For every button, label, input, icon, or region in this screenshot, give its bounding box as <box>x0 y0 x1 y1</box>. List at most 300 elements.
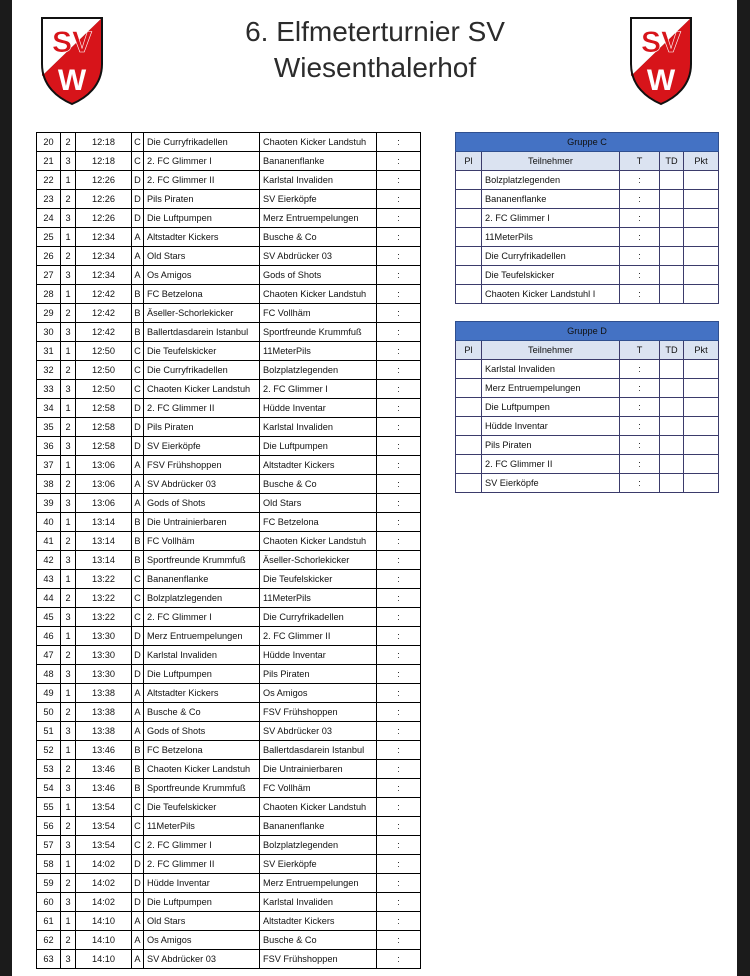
team-goals: : <box>620 417 660 436</box>
team-away: SV Eierköpfe <box>260 190 377 209</box>
match-time: 12:58 <box>76 418 132 437</box>
team-home: Die Teufelskicker <box>144 342 260 361</box>
match-group: D <box>132 627 144 646</box>
logo-bottom-text: W <box>57 64 87 97</box>
team-name: Bananenflanke <box>482 190 620 209</box>
match-time: 13:22 <box>76 608 132 627</box>
field-number: 1 <box>61 399 76 418</box>
team-name: Die Curryfrikadellen <box>482 247 620 266</box>
score-cell: : <box>377 817 421 836</box>
field-number: 3 <box>61 152 76 171</box>
field-number: 1 <box>61 342 76 361</box>
field-number: 2 <box>61 475 76 494</box>
team-points <box>684 436 719 455</box>
team-home: Die Luftpumpen <box>144 665 260 684</box>
group-d-body <box>456 341 719 493</box>
team-goals: : <box>620 228 660 247</box>
match-row <box>37 399 421 418</box>
match-time: 13:46 <box>76 760 132 779</box>
match-group: C <box>132 570 144 589</box>
team-goals: : <box>620 379 660 398</box>
match-group: A <box>132 703 144 722</box>
match-group: B <box>132 304 144 323</box>
team-goals: : <box>620 266 660 285</box>
match-row <box>37 741 421 760</box>
match-group: B <box>132 551 144 570</box>
match-row <box>37 342 421 361</box>
team-away: Ballertdasdarein Istanbul <box>260 741 377 760</box>
score-cell: : <box>377 703 421 722</box>
team-name: Bolzplatzlegenden <box>482 171 620 190</box>
team-goals: : <box>620 360 660 379</box>
team-home: Die Teufelskicker <box>144 798 260 817</box>
team-goal-diff <box>660 171 684 190</box>
match-group: B <box>132 323 144 342</box>
match-number: 44 <box>37 589 61 608</box>
team-away: Äseller-Schorlekicker <box>260 551 377 570</box>
team-away: Chaoten Kicker Landstuh <box>260 798 377 817</box>
match-group: D <box>132 190 144 209</box>
team-away: Die Luftpumpen <box>260 437 377 456</box>
team-goal-diff <box>660 436 684 455</box>
match-number: 25 <box>37 228 61 247</box>
field-number: 3 <box>61 779 76 798</box>
match-time: 13:54 <box>76 817 132 836</box>
team-home: 2. FC Glimmer I <box>144 152 260 171</box>
match-time: 13:14 <box>76 532 132 551</box>
match-number: 56 <box>37 817 61 836</box>
match-number: 29 <box>37 304 61 323</box>
team-name: Pils Piraten <box>482 436 620 455</box>
field-number: 3 <box>61 608 76 627</box>
match-number: 59 <box>37 874 61 893</box>
team-place <box>456 455 482 474</box>
match-time: 13:46 <box>76 779 132 798</box>
match-time: 14:10 <box>76 950 132 969</box>
match-row <box>37 760 421 779</box>
team-home: SV Abdrücker 03 <box>144 475 260 494</box>
team-home: 2. FC Glimmer II <box>144 855 260 874</box>
match-group: C <box>132 361 144 380</box>
field-number: 2 <box>61 133 76 152</box>
team-goals: : <box>620 285 660 304</box>
team-place <box>456 417 482 436</box>
team-points <box>684 209 719 228</box>
team-points <box>684 228 719 247</box>
team-home: SV Eierköpfe <box>144 437 260 456</box>
group-team-row <box>456 209 719 228</box>
score-cell: : <box>377 722 421 741</box>
match-number: 31 <box>37 342 61 361</box>
team-away: Karlstal Invaliden <box>260 418 377 437</box>
match-group: B <box>132 760 144 779</box>
team-away: 11MeterPils <box>260 342 377 361</box>
score-cell: : <box>377 532 421 551</box>
team-goal-diff <box>660 266 684 285</box>
team-away: Altstadter Kickers <box>260 456 377 475</box>
team-place <box>456 474 482 493</box>
header-goal-diff: TD <box>660 341 684 360</box>
match-row <box>37 665 421 684</box>
match-time: 13:30 <box>76 627 132 646</box>
match-group: A <box>132 475 144 494</box>
team-place <box>456 247 482 266</box>
team-goal-diff <box>660 285 684 304</box>
team-away: FSV Frühshoppen <box>260 950 377 969</box>
match-number: 60 <box>37 893 61 912</box>
team-place <box>456 285 482 304</box>
team-place <box>456 398 482 417</box>
match-row <box>37 532 421 551</box>
team-home: Die Luftpumpen <box>144 209 260 228</box>
team-home: Die Luftpumpen <box>144 893 260 912</box>
team-place <box>456 436 482 455</box>
match-row <box>37 646 421 665</box>
team-name: SV Eierköpfe <box>482 474 620 493</box>
match-row <box>37 931 421 950</box>
team-away: 2. FC Glimmer I <box>260 380 377 399</box>
score-cell: : <box>377 494 421 513</box>
match-group: C <box>132 798 144 817</box>
team-place <box>456 266 482 285</box>
team-home: Die Curryfrikadellen <box>144 361 260 380</box>
match-group: D <box>132 171 144 190</box>
field-number: 3 <box>61 551 76 570</box>
match-number: 55 <box>37 798 61 817</box>
team-home: Äseller-Schorlekicker <box>144 304 260 323</box>
team-points <box>684 455 719 474</box>
match-group: C <box>132 133 144 152</box>
logo-bottom-text: W <box>646 64 676 97</box>
field-number: 1 <box>61 798 76 817</box>
team-home: Die Untrainierbaren <box>144 513 260 532</box>
match-time: 13:14 <box>76 551 132 570</box>
match-group: D <box>132 209 144 228</box>
match-number: 54 <box>37 779 61 798</box>
team-name: Die Luftpumpen <box>482 398 620 417</box>
team-points <box>684 190 719 209</box>
team-place <box>456 360 482 379</box>
group-header-row <box>456 152 719 171</box>
match-group: D <box>132 665 144 684</box>
team-away: FC Vollhäm <box>260 304 377 323</box>
match-number: 35 <box>37 418 61 437</box>
match-row <box>37 228 421 247</box>
match-row <box>37 418 421 437</box>
match-row <box>37 323 421 342</box>
match-row <box>37 589 421 608</box>
team-place <box>456 228 482 247</box>
match-time: 12:42 <box>76 304 132 323</box>
group-team-row <box>456 247 719 266</box>
team-away: Merz Entruempelungen <box>260 874 377 893</box>
match-number: 49 <box>37 684 61 703</box>
field-number: 2 <box>61 817 76 836</box>
field-number: 1 <box>61 285 76 304</box>
match-row <box>37 437 421 456</box>
match-time: 12:34 <box>76 247 132 266</box>
team-away: Bolzplatzlegenden <box>260 836 377 855</box>
team-points <box>684 171 719 190</box>
match-number: 33 <box>37 380 61 399</box>
team-away: Sportfreunde Krummfuß <box>260 323 377 342</box>
field-number: 1 <box>61 741 76 760</box>
team-home: 11MeterPils <box>144 817 260 836</box>
group-d-title: Gruppe D <box>456 322 719 341</box>
score-cell: : <box>377 323 421 342</box>
club-logo-left <box>38 14 106 106</box>
score-cell: : <box>377 133 421 152</box>
match-row <box>37 285 421 304</box>
match-number: 48 <box>37 665 61 684</box>
match-group: D <box>132 893 144 912</box>
field-number: 1 <box>61 855 76 874</box>
team-home: Gods of Shots <box>144 494 260 513</box>
team-home: Gods of Shots <box>144 722 260 741</box>
team-goals: : <box>620 209 660 228</box>
match-time: 13:54 <box>76 836 132 855</box>
team-goal-diff <box>660 190 684 209</box>
match-number: 58 <box>37 855 61 874</box>
team-points <box>684 474 719 493</box>
match-row <box>37 855 421 874</box>
team-goals: : <box>620 398 660 417</box>
field-number: 2 <box>61 304 76 323</box>
team-name: Hüdde Inventar <box>482 417 620 436</box>
team-name: Karlstal Invaliden <box>482 360 620 379</box>
team-away: Old Stars <box>260 494 377 513</box>
match-number: 22 <box>37 171 61 190</box>
match-group: B <box>132 779 144 798</box>
match-row <box>37 893 421 912</box>
score-cell: : <box>377 456 421 475</box>
team-name: Chaoten Kicker Landstuhl I <box>482 285 620 304</box>
field-number: 3 <box>61 323 76 342</box>
match-time: 14:10 <box>76 931 132 950</box>
match-row <box>37 684 421 703</box>
team-home: Pils Piraten <box>144 190 260 209</box>
match-row <box>37 817 421 836</box>
match-row <box>37 266 421 285</box>
score-cell: : <box>377 665 421 684</box>
match-number: 40 <box>37 513 61 532</box>
match-number: 43 <box>37 570 61 589</box>
match-time: 13:46 <box>76 741 132 760</box>
team-home: FC Betzelona <box>144 741 260 760</box>
score-cell: : <box>377 760 421 779</box>
team-away: Busche & Co <box>260 228 377 247</box>
match-row <box>37 152 421 171</box>
header-participant: Teilnehmer <box>482 341 620 360</box>
match-group: D <box>132 646 144 665</box>
match-time: 12:34 <box>76 266 132 285</box>
page-title <box>150 14 600 86</box>
score-cell: : <box>377 342 421 361</box>
team-goals: : <box>620 455 660 474</box>
match-row <box>37 703 421 722</box>
match-group: C <box>132 817 144 836</box>
field-number: 2 <box>61 703 76 722</box>
score-cell: : <box>377 152 421 171</box>
match-row <box>37 304 421 323</box>
field-number: 3 <box>61 665 76 684</box>
match-group: D <box>132 855 144 874</box>
field-number: 3 <box>61 266 76 285</box>
team-home: Old Stars <box>144 912 260 931</box>
match-time: 13:14 <box>76 513 132 532</box>
shield-logo-icon <box>38 14 106 106</box>
field-number: 1 <box>61 513 76 532</box>
match-group: A <box>132 456 144 475</box>
match-group: C <box>132 380 144 399</box>
score-cell: : <box>377 874 421 893</box>
score-cell: : <box>377 475 421 494</box>
shield-logo-icon <box>627 14 695 106</box>
match-time: 14:02 <box>76 855 132 874</box>
team-points <box>684 398 719 417</box>
team-home: 2. FC Glimmer I <box>144 608 260 627</box>
group-team-row <box>456 171 719 190</box>
match-group: D <box>132 437 144 456</box>
team-points <box>684 285 719 304</box>
team-away: Altstadter Kickers <box>260 912 377 931</box>
match-number: 62 <box>37 931 61 950</box>
match-row <box>37 912 421 931</box>
score-cell: : <box>377 589 421 608</box>
field-number: 3 <box>61 209 76 228</box>
score-cell: : <box>377 779 421 798</box>
team-away: Busche & Co <box>260 931 377 950</box>
match-group: D <box>132 418 144 437</box>
team-home: Hüdde Inventar <box>144 874 260 893</box>
team-points <box>684 379 719 398</box>
header-place: Pl <box>456 341 482 360</box>
team-place <box>456 190 482 209</box>
team-home: 2. FC Glimmer II <box>144 399 260 418</box>
score-cell: : <box>377 608 421 627</box>
team-away: Bolzplatzlegenden <box>260 361 377 380</box>
match-row <box>37 475 421 494</box>
match-row <box>37 950 421 969</box>
team-name: 2. FC Glimmer I <box>482 209 620 228</box>
team-goals: : <box>620 436 660 455</box>
score-cell: : <box>377 190 421 209</box>
match-time: 12:26 <box>76 171 132 190</box>
match-row <box>37 494 421 513</box>
team-goal-diff <box>660 455 684 474</box>
match-time: 12:42 <box>76 323 132 342</box>
match-number: 53 <box>37 760 61 779</box>
team-away: SV Abdrücker 03 <box>260 247 377 266</box>
field-number: 3 <box>61 950 76 969</box>
team-home: 2. FC Glimmer II <box>144 171 260 190</box>
team-points <box>684 247 719 266</box>
match-time: 13:30 <box>76 665 132 684</box>
score-cell: : <box>377 228 421 247</box>
group-team-row <box>456 285 719 304</box>
field-number: 1 <box>61 228 76 247</box>
match-time: 13:22 <box>76 570 132 589</box>
team-home: Os Amigos <box>144 931 260 950</box>
match-time: 12:18 <box>76 152 132 171</box>
header-goals: T <box>620 341 660 360</box>
match-row <box>37 570 421 589</box>
team-away: Merz Entruempelungen <box>260 209 377 228</box>
team-away: SV Abdrücker 03 <box>260 722 377 741</box>
group-team-row <box>456 474 719 493</box>
match-time: 12:50 <box>76 342 132 361</box>
match-time: 13:06 <box>76 456 132 475</box>
team-place <box>456 209 482 228</box>
match-time: 13:06 <box>76 494 132 513</box>
team-home: FC Vollhäm <box>144 532 260 551</box>
match-group: B <box>132 285 144 304</box>
score-cell: : <box>377 304 421 323</box>
field-number: 1 <box>61 570 76 589</box>
team-home: Ballertdasdarein Istanbul <box>144 323 260 342</box>
match-time: 12:18 <box>76 133 132 152</box>
match-group: A <box>132 494 144 513</box>
score-cell: : <box>377 513 421 532</box>
match-row <box>37 874 421 893</box>
score-cell: : <box>377 247 421 266</box>
field-number: 3 <box>61 722 76 741</box>
score-cell: : <box>377 399 421 418</box>
match-group: A <box>132 266 144 285</box>
group-team-row <box>456 436 719 455</box>
team-away: FC Vollhäm <box>260 779 377 798</box>
match-time: 13:30 <box>76 646 132 665</box>
team-away: 11MeterPils <box>260 589 377 608</box>
match-number: 61 <box>37 912 61 931</box>
match-number: 46 <box>37 627 61 646</box>
team-home: Altstadter Kickers <box>144 228 260 247</box>
match-group: A <box>132 247 144 266</box>
team-home: Old Stars <box>144 247 260 266</box>
team-away: FSV Frühshoppen <box>260 703 377 722</box>
match-number: 41 <box>37 532 61 551</box>
team-goal-diff <box>660 209 684 228</box>
team-goal-diff <box>660 417 684 436</box>
match-time: 13:22 <box>76 589 132 608</box>
group-team-row <box>456 398 719 417</box>
team-goal-diff <box>660 228 684 247</box>
team-goals: : <box>620 190 660 209</box>
group-team-row <box>456 417 719 436</box>
team-away: Bananenflanke <box>260 152 377 171</box>
match-number: 27 <box>37 266 61 285</box>
match-row <box>37 133 421 152</box>
score-cell: : <box>377 931 421 950</box>
match-time: 14:10 <box>76 912 132 931</box>
match-row <box>37 380 421 399</box>
match-group: A <box>132 722 144 741</box>
header-goal-diff: TD <box>660 152 684 171</box>
field-number: 2 <box>61 532 76 551</box>
team-home: 2. FC Glimmer I <box>144 836 260 855</box>
score-cell: : <box>377 266 421 285</box>
team-home: SV Abdrücker 03 <box>144 950 260 969</box>
match-number: 28 <box>37 285 61 304</box>
match-number: 26 <box>37 247 61 266</box>
match-row <box>37 361 421 380</box>
group-team-row <box>456 379 719 398</box>
club-logo-right <box>627 14 695 106</box>
team-away: Karlstal Invaliden <box>260 893 377 912</box>
match-row <box>37 722 421 741</box>
team-home: Bananenflanke <box>144 570 260 589</box>
team-home: FSV Frühshoppen <box>144 456 260 475</box>
